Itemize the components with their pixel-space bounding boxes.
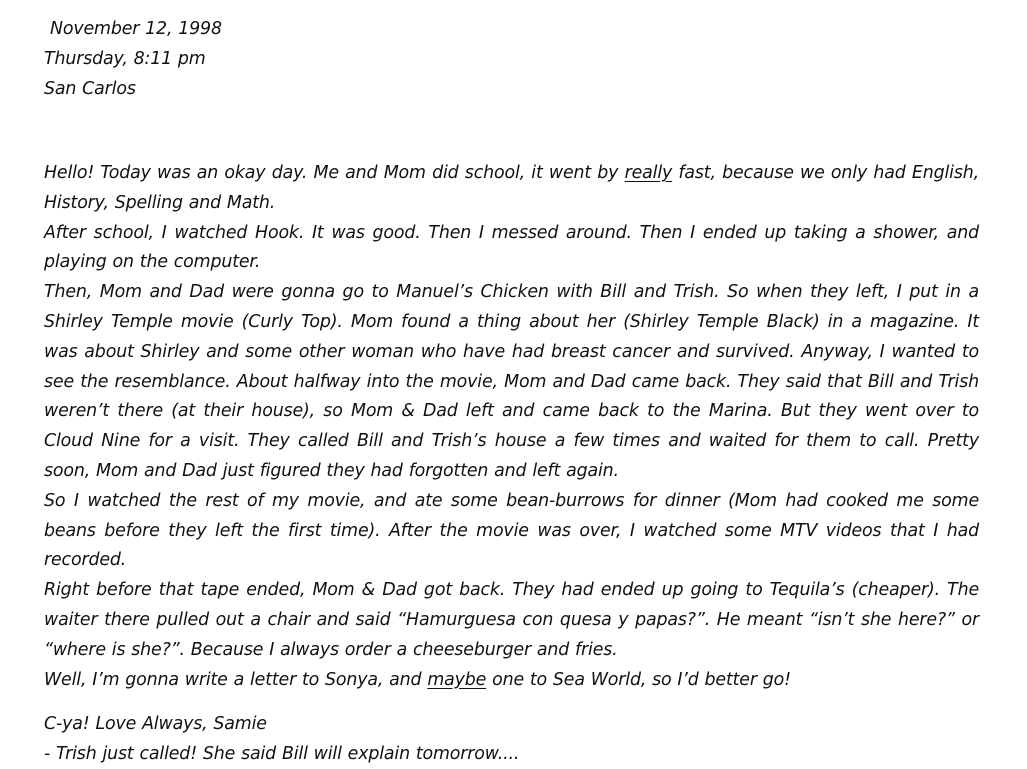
entry-date: November 12, 1998 (50, 19, 222, 39)
paragraph-1-end: fast, because we only had English, History, Spelling and Math. (44, 163, 979, 213)
entry-place: San Carlos (44, 79, 136, 99)
paragraph-1 (44, 159, 979, 219)
underlined-word-really: really (624, 163, 673, 183)
postscript: - Trish just called! She said Bill will explain tomorrow.... (44, 744, 520, 765)
paragraph-1-start: Hello! Today was an okay day. Me and Mom did school, it went by (44, 163, 625, 183)
paragraph-5: Right before that tape ended, Mom & Dad got back. They had ended up going to Tequila’s (cheaper). The waiter there pulled out a chair and said “Hamurguesa con quesa y papas?”. He meant “isn’t she here?” or “where is she?”. Because I always order a cheeseburger and fries. (44, 580, 979, 660)
journal-page (44, 14, 979, 769)
paragraph-6 (44, 666, 979, 696)
paragraph-3: Then, Mom and Dad were gonna go to Manuel’s Chicken with Bill and Trish. So when they left, I put in a Shirley Temple movie (Curly Top). Mom found a thing about her (Shirley Temple Black) in a magazine. It was about Shirley and some other woman who have had breast cancer and survived. Anyway, I wanted to see the resemblance. About halfway into the movie, Mom and Dad came back. They said that Bill and Trish weren’t there (at their house), so Mom & Dad left and came back to the Marina. But they went over to Cloud Nine for a visit. They called Bill and Trish’s house a few times and waited for them to call. Pretty soon, Mom and Dad just figured they had forgotten and left again. (44, 282, 979, 481)
entry-day-time: Thursday, 8:11 pm (44, 49, 206, 69)
header-spacer (44, 104, 979, 159)
paragraph-6-start: Well, I’m gonna write a letter to Sonya, and (44, 669, 428, 690)
closing-spacer (44, 695, 979, 709)
paragraph-6-end: one to Sea World, so I’d better go! (486, 669, 791, 690)
paragraph-4: So I watched the rest of my movie, and ate some bean-burrows for dinner (Mom had cooked me some beans before they left the first time). After the movie was over, I watched some MTV videos that I had recorded. (44, 490, 979, 571)
underlined-word-maybe: maybe (427, 669, 487, 690)
signoff: C-ya! Love Always, Samie (44, 714, 267, 735)
paragraph-2: After school, I watched Hook. It was good. Then I messed around. Then I ended up taking a shower, and playing on the computer. (44, 222, 979, 273)
